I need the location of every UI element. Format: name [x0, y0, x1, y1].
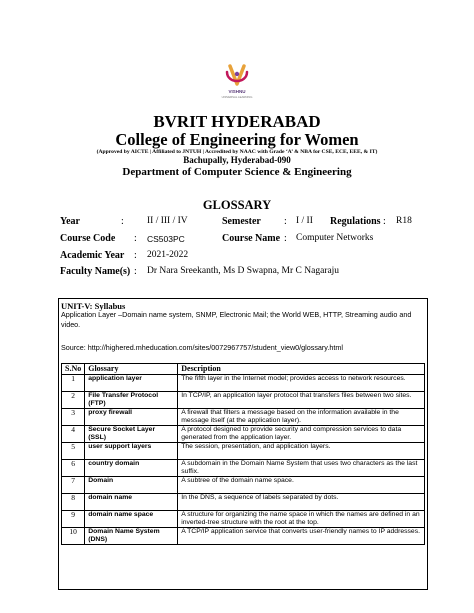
header-sno: S.No — [62, 364, 85, 375]
row-description: A firewall that filters a message based on the information available in the message itself (at the application layer). — [178, 409, 425, 426]
row-term: File Transfer Protocol (FTP) — [85, 392, 178, 409]
college-name: College of Engineering for Women — [115, 130, 359, 149]
semester-value: I / II — [296, 216, 313, 226]
approval-line: (Approved by AICTE | Affiliated to JNTUH | Accredited by NAAC with Grade ‘A’ & NBA for CSE, ECE, EEE, & IT) — [96, 149, 378, 155]
table-row — [62, 528, 425, 545]
row-description: A TCP/IP application service that converts user-friendly names to IP addresses. — [178, 528, 425, 545]
table-row — [62, 443, 425, 460]
syllabus-text: Application Layer –Domain name system, SNMP, Electronic Mail; the World WEB, HTTP, Streaming audio and video. — [61, 310, 412, 329]
table-row — [62, 477, 425, 494]
table-row — [62, 375, 425, 392]
course-code-value: CS503PC — [147, 234, 185, 244]
row-description: The fifth layer in the Internet model; provides access to network resources. — [178, 375, 425, 392]
table-row — [62, 392, 425, 409]
table-row — [62, 409, 425, 426]
table-row — [62, 511, 425, 528]
header-glossary: Glossary — [85, 364, 178, 375]
unit-heading: UNIT-V: Syllabus — [61, 301, 126, 311]
glossary-table — [61, 363, 425, 545]
table-row — [62, 426, 425, 443]
row-sno: 7 — [62, 477, 85, 494]
row-term: country domain — [85, 460, 178, 477]
location-line: Bachupally, Hyderabad-090 — [183, 155, 291, 165]
row-sno: 6 — [62, 460, 85, 477]
academic-year-label: Academic Year — [60, 250, 125, 261]
year-value: II / III / IV — [147, 216, 188, 226]
department-name: Department of Computer Science & Engineering — [122, 166, 352, 178]
row-term: Domain — [85, 477, 178, 494]
glossary-section — [58, 298, 428, 590]
row-term: Domain Name System (DNS) — [85, 528, 178, 545]
row-description: A protocol designed to provide security and compression services to data generated from the application layer. — [178, 426, 425, 443]
semester-label: Semester — [222, 216, 261, 227]
academic-year-value: 2021-2022 — [147, 250, 189, 260]
faculty-label: Faculty Name(s) — [60, 266, 131, 277]
row-term: user support layers — [85, 443, 178, 460]
row-sno: 8 — [62, 494, 85, 511]
row-sno: 5 — [62, 443, 85, 460]
row-description: In the DNS, a sequence of labels separated by dots. — [178, 494, 425, 511]
table-row — [62, 494, 425, 511]
row-term: proxy firewall — [85, 409, 178, 426]
year-label: Year — [60, 216, 80, 227]
row-term: Secure Socket Layer (SSL) — [85, 426, 178, 443]
institution-name: BVRIT HYDERABAD — [153, 112, 321, 131]
logo-subtext: UNIVERSAL LEARNING — [221, 95, 253, 99]
colon: : — [383, 216, 386, 227]
course-name-value: Computer Networks — [296, 233, 374, 243]
source-link[interactable]: Source: http://highered.mheducation.com/sites/0072967757/student_view0/glossary.html — [61, 343, 343, 352]
faculty-value: Dr Nara Sreekanth, Ms D Swapna, Mr C Nagaraju — [147, 266, 340, 276]
colon: : — [134, 266, 137, 277]
row-term: domain name space — [85, 511, 178, 528]
table-row — [62, 460, 425, 477]
table-header-row — [62, 364, 425, 375]
colon: : — [284, 216, 287, 227]
row-sno: 1 — [62, 375, 85, 392]
header-description: Description — [178, 364, 425, 375]
colon: : — [134, 233, 137, 244]
course-name-label: Course Name — [222, 233, 281, 244]
colon: : — [284, 233, 287, 244]
regulations-value: R18 — [396, 216, 412, 226]
document-title: GLOSSARY — [202, 198, 272, 212]
course-code-label: Course Code — [60, 233, 116, 244]
row-sno: 10 — [62, 528, 85, 545]
row-description: In TCP/IP, an application layer protocol that transfers files between two sites. — [178, 392, 425, 409]
regulations-label: Regulations — [330, 216, 381, 227]
row-term: domain name — [85, 494, 178, 511]
row-description: The session, presentation, and application layers. — [178, 443, 425, 460]
row-description: A subtree of the domain name space. — [178, 477, 425, 494]
row-description: A structure for organizing the name space in which the names are defined in an inverted-tree structure with the root at the top. — [178, 511, 425, 528]
row-description: A subdomain in the Domain Name System that uses two characters as the last suffix. — [178, 460, 425, 477]
row-sno: 4 — [62, 426, 85, 443]
colon: : — [121, 216, 124, 227]
row-sno: 9 — [62, 511, 85, 528]
colon: : — [134, 250, 137, 261]
row-sno: 3 — [62, 409, 85, 426]
row-sno: 2 — [62, 392, 85, 409]
logo-text: VISHNU — [228, 89, 246, 94]
row-term: application layer — [85, 375, 178, 392]
